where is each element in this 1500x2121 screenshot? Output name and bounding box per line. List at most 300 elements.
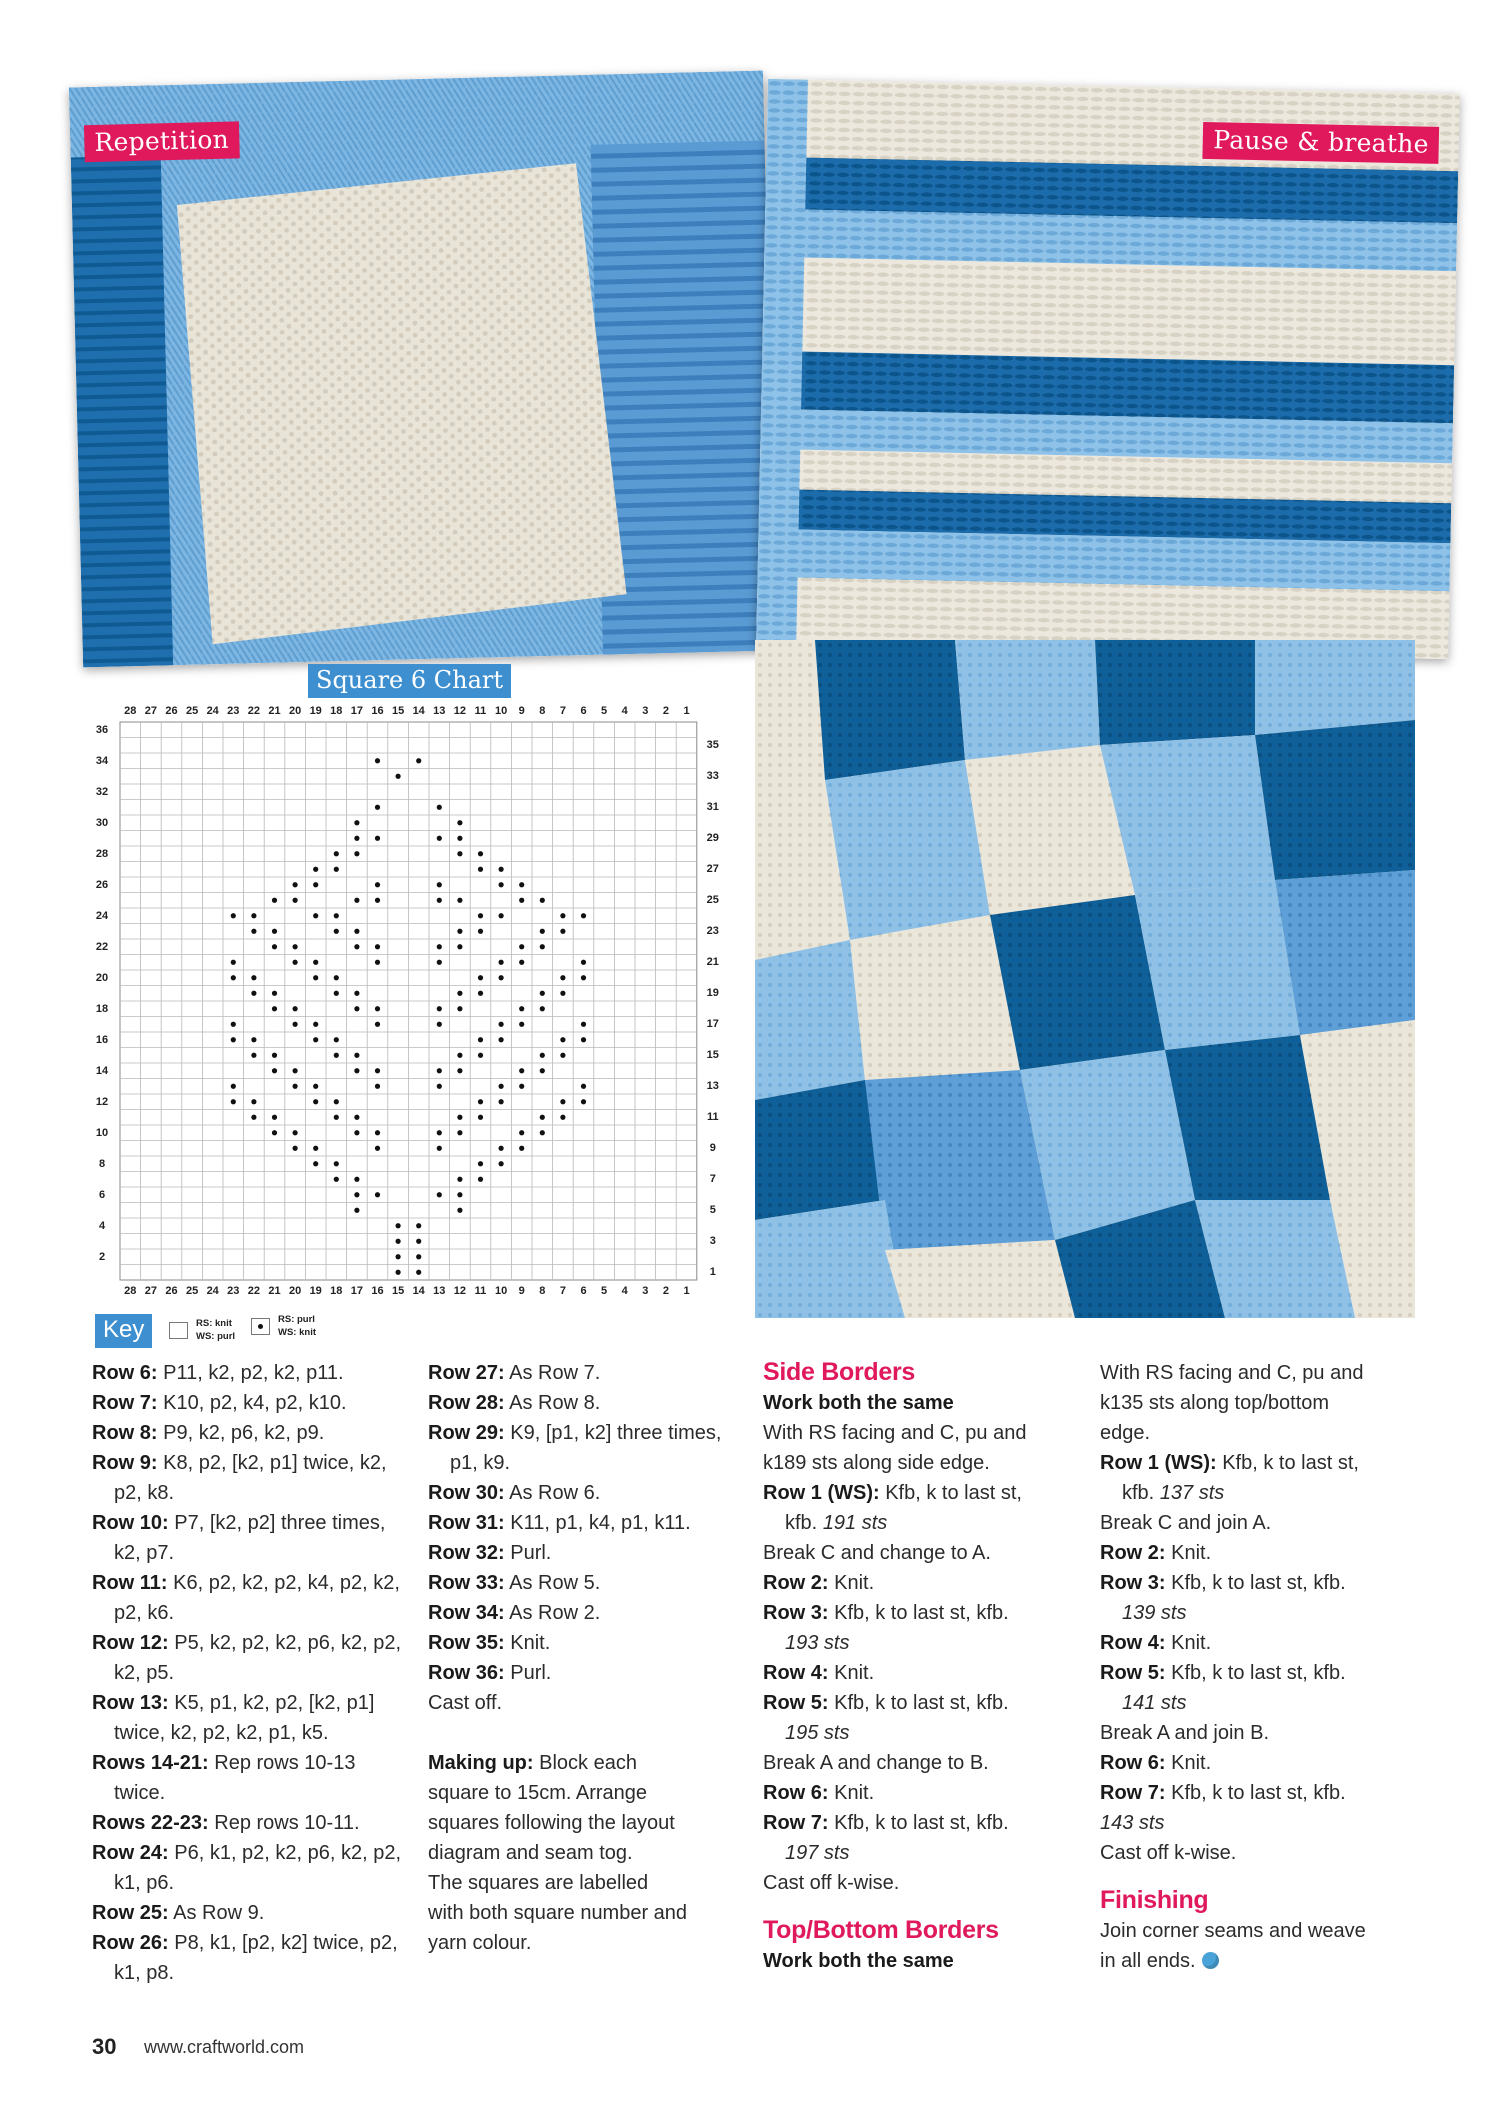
purl-stitch-dot	[457, 944, 462, 949]
key-purl-square	[251, 1318, 270, 1335]
chart-col-number: 19	[309, 1285, 322, 1297]
purl-stitch-dot	[437, 1068, 442, 1073]
side-break-a: Break A and change to B.	[763, 1752, 989, 1774]
top-borders-heading: Top/Bottom Borders	[763, 1916, 999, 1944]
side-borders-sub: Work both the same	[763, 1392, 954, 1414]
purl-stitch-dot	[293, 1068, 298, 1073]
purl-stitch-dot	[560, 1053, 565, 1058]
making-up-line2: square to 15cm. Arrange	[428, 1782, 648, 1804]
purl-stitch-dot	[375, 1130, 380, 1135]
purl-stitch-dot	[375, 944, 380, 949]
chart-row-number-left: 16	[95, 1033, 109, 1046]
chart-col-number: 3	[642, 1285, 649, 1297]
purl-stitch-dot	[457, 836, 462, 841]
top-intro2: k135 sts along top/bottom	[1100, 1392, 1330, 1414]
pattern-row	[428, 1658, 748, 1688]
purl-stitch-dot	[581, 960, 586, 965]
chart-col-number: 27	[144, 705, 158, 717]
chart-row-number-left: 2	[98, 1250, 106, 1263]
purl-stitch-dot	[293, 944, 298, 949]
purl-stitch-dot	[437, 1022, 442, 1027]
purl-stitch-dot	[437, 1130, 442, 1135]
side-row2-label: Row 2:	[763, 1572, 829, 1594]
pattern-rows-col1	[92, 1358, 410, 1988]
purl-stitch-dot	[499, 960, 504, 965]
pattern-row-label: Row 12:	[92, 1632, 169, 1654]
pattern-row-label: Row 11:	[92, 1572, 168, 1594]
top-row3-label: Row 3:	[1100, 1572, 1166, 1594]
purl-stitch-dot	[519, 882, 524, 887]
pattern-row-text: Purl.	[504, 1662, 552, 1684]
purl-stitch-dot	[334, 1161, 339, 1166]
key-label: Key	[95, 1314, 152, 1348]
pattern-row-text: K10, p2, k4, p2, k10.	[157, 1392, 347, 1414]
purl-stitch-dot	[354, 1006, 359, 1011]
purl-stitch-dot	[354, 1068, 359, 1073]
pattern-row-label: Row 32:	[428, 1542, 505, 1564]
chart-col-number: 4	[621, 705, 628, 717]
purl-stitch-dot	[519, 1006, 524, 1011]
top-row1-sts: 137 sts	[1159, 1482, 1225, 1504]
purl-stitch-dot	[396, 1239, 401, 1244]
photo-blanket	[755, 640, 1415, 1318]
tag-pause-breathe: Pause & breathe	[1203, 122, 1439, 164]
pattern-rows-col2	[428, 1358, 748, 1958]
pattern-row-label: Row 7:	[92, 1392, 158, 1414]
side-row1-text2: kfb.	[785, 1512, 818, 1534]
purl-stitch-dot	[396, 1223, 401, 1228]
chart-row-number-left: 30	[95, 816, 109, 829]
purl-stitch-dot	[519, 1068, 524, 1073]
chart-col-number: 10	[494, 705, 508, 717]
purl-stitch-dot	[375, 1084, 380, 1089]
side-intro1: With RS facing and C, pu and	[763, 1422, 1027, 1444]
making-up-line6: with both square number and	[428, 1902, 688, 1924]
purl-stitch-dot	[251, 1053, 256, 1058]
purl-stitch-dot	[251, 1037, 256, 1042]
pattern-row-label: Row 25:	[92, 1902, 169, 1924]
chart-col-number: 11	[474, 705, 487, 717]
purl-stitch-dot	[560, 1115, 565, 1120]
purl-stitch-dot	[354, 1177, 359, 1182]
chart-col-number: 1	[683, 1285, 690, 1297]
chart-row-number-right: 17	[706, 1018, 719, 1031]
purl-stitch-dot	[313, 867, 318, 872]
purl-stitch-dot	[354, 1192, 359, 1197]
purl-stitch-dot	[354, 1130, 359, 1135]
purl-stitch-dot	[457, 1192, 462, 1197]
chart-col-number: 18	[330, 1285, 343, 1297]
purl-stitch-dot	[437, 898, 442, 903]
chart-row-number-left: 34	[95, 754, 109, 767]
pattern-row-text: Purl.	[504, 1542, 552, 1564]
purl-stitch-dot	[457, 1208, 462, 1213]
chart-row-number-left: 8	[98, 1157, 106, 1170]
purl-stitch-dot	[581, 1037, 586, 1042]
chart-col-number: 27	[144, 1285, 158, 1297]
pattern-row	[92, 1838, 410, 1898]
purl-stitch-dot	[416, 1223, 421, 1228]
purl-stitch-dot	[478, 867, 483, 872]
pattern-row-label: Rows 22-23:	[92, 1812, 209, 1834]
purl-stitch-dot	[437, 944, 442, 949]
side-cast-off: Cast off k-wise.	[763, 1872, 900, 1894]
purl-stitch-dot	[251, 913, 256, 918]
pattern-row-text: P8, k1, [p2, k2] twice, p2, k1, p8.	[114, 1932, 398, 1984]
chart-col-number: 28	[124, 705, 137, 717]
purl-stitch-dot	[437, 1006, 442, 1011]
purl-stitch-dot	[457, 1115, 462, 1120]
chart-col-number: 26	[165, 705, 178, 717]
purl-stitch-dot	[231, 1099, 236, 1104]
pattern-row-label: Row 24:	[92, 1842, 169, 1864]
chart-row-number-left: 28	[95, 847, 109, 860]
pattern-row	[92, 1898, 410, 1928]
purl-stitch-dot	[354, 991, 359, 996]
side-row7-text: Kfb, k to last st, kfb.	[828, 1812, 1009, 1834]
purl-stitch-dot	[313, 1099, 318, 1104]
chart-col-number: 5	[601, 705, 608, 717]
pattern-row-text: Cast off.	[428, 1692, 503, 1714]
side-row6-label: Row 6:	[763, 1782, 829, 1804]
pattern-row	[92, 1358, 410, 1388]
photo-repetition	[69, 71, 777, 668]
purl-stitch-dot	[478, 851, 483, 856]
purl-stitch-dot	[499, 867, 504, 872]
purl-stitch-dot	[375, 1006, 380, 1011]
tag-repetition: Repetition	[84, 121, 240, 162]
purl-stitch-dot	[416, 1239, 421, 1244]
pattern-row	[92, 1628, 410, 1688]
pattern-row-text: K11, p1, k4, p1, k11.	[504, 1512, 691, 1534]
purl-stitch-dot	[334, 851, 339, 856]
pattern-row	[428, 1358, 748, 1388]
chart-col-number: 16	[371, 705, 384, 717]
purl-stitch-dot	[293, 1006, 298, 1011]
pattern-row-label: Row 8:	[92, 1422, 158, 1444]
purl-stitch-dot	[396, 1270, 401, 1275]
key-purl-dot	[258, 1324, 263, 1329]
pattern-row-text: P9, k2, p6, k2, p9.	[157, 1422, 325, 1444]
pattern-row-text: K9, [p1, k2] three times, p1, k9.	[450, 1422, 722, 1474]
purl-stitch-dot	[499, 1084, 504, 1089]
chart-col-number: 3	[642, 705, 649, 717]
purl-stitch-dot	[457, 820, 462, 825]
purl-stitch-dot	[396, 1254, 401, 1259]
purl-stitch-dot	[416, 1254, 421, 1259]
purl-stitch-dot	[354, 898, 359, 903]
pattern-row-label: Row 28:	[428, 1392, 505, 1414]
purl-stitch-dot	[313, 1146, 318, 1151]
purl-stitch-dot	[457, 851, 462, 856]
purl-stitch-dot	[313, 960, 318, 965]
chart-row-number-right: 7	[709, 1173, 716, 1186]
purl-stitch-dot	[354, 1115, 359, 1120]
purl-stitch-dot	[231, 1022, 236, 1027]
purl-stitch-dot	[293, 1146, 298, 1151]
chart-row-number-left: 26	[95, 878, 109, 891]
chart-col-number: 22	[247, 1285, 261, 1297]
pattern-row-text: K5, p1, k2, p2, [k2, p1] twice, k2, p2, k2, p1, k5.	[114, 1692, 375, 1744]
pattern-row-text: As Row 5.	[504, 1572, 601, 1594]
chart-row-number-right: 3	[709, 1235, 716, 1248]
purl-stitch-dot	[313, 1161, 318, 1166]
purl-stitch-dot	[251, 1099, 256, 1104]
purl-stitch-dot	[519, 944, 524, 949]
key-purl-rs: RS: purl	[278, 1314, 315, 1325]
pattern-row-label: Row 6:	[92, 1362, 158, 1384]
top-break-a: Break A and join B.	[1100, 1722, 1270, 1744]
purl-stitch-dot	[437, 960, 442, 965]
purl-stitch-dot	[499, 1161, 504, 1166]
chart-col-number: 12	[453, 705, 467, 717]
chart-row-number-left: 4	[98, 1219, 106, 1232]
pattern-row-label: Row 30:	[428, 1482, 505, 1504]
purl-stitch-dot	[478, 1037, 483, 1042]
purl-stitch-dot	[499, 913, 504, 918]
purl-stitch-dot	[231, 1037, 236, 1042]
chart-col-number: 14	[412, 1285, 425, 1297]
purl-stitch-dot	[272, 929, 277, 934]
top-intro1: With RS facing and C, pu and	[1100, 1362, 1364, 1384]
pattern-row-text: P11, k2, p2, k2, p11.	[157, 1362, 344, 1384]
purl-stitch-dot	[396, 774, 401, 779]
purl-stitch-dot	[478, 1053, 483, 1058]
pattern-row-text: As Row 9.	[168, 1902, 265, 1924]
purl-stitch-dot	[272, 1130, 277, 1135]
purl-stitch-dot	[313, 1084, 318, 1089]
purl-stitch-dot	[581, 975, 586, 980]
purl-stitch-dot	[272, 944, 277, 949]
pattern-row-text: P7, [k2, p2] three times, k2, p7.	[114, 1512, 386, 1564]
side-intro2: k189 sts along side edge.	[763, 1452, 990, 1474]
pattern-row-text: As Row 2.	[504, 1602, 601, 1624]
purl-stitch-dot	[457, 1068, 462, 1073]
top-row3-sts: 139 sts	[1122, 1602, 1187, 1624]
chart-row-number-right: 31	[706, 801, 719, 814]
pattern-row	[92, 1508, 410, 1568]
purl-stitch-dot	[334, 1037, 339, 1042]
pattern-row-text: Knit.	[504, 1632, 551, 1654]
side-row5-sts: 195 sts	[785, 1722, 850, 1744]
photo-pause-breathe	[756, 79, 1460, 659]
pattern-row	[428, 1388, 748, 1418]
purl-stitch-dot	[540, 944, 545, 949]
chart-col-number: 19	[309, 705, 322, 717]
chart-row-number-right: 5	[709, 1204, 716, 1217]
chart-row-number-right: 1	[709, 1266, 716, 1279]
chart-col-number: 13	[433, 1285, 446, 1297]
chart-row-number-right: 27	[706, 863, 719, 876]
key-purl-ws: WS: knit	[278, 1327, 316, 1338]
top-borders-sub: Work both the same	[763, 1950, 954, 1972]
side-row4-label: Row 4:	[763, 1662, 829, 1684]
chart-col-number: 10	[494, 1285, 508, 1297]
purl-stitch-dot	[540, 1006, 545, 1011]
purl-stitch-dot	[540, 1068, 545, 1073]
top-break-c: Break C and join A.	[1100, 1512, 1272, 1534]
purl-stitch-dot	[581, 913, 586, 918]
chart-col-number: 6	[580, 705, 587, 717]
top-row5-label: Row 5:	[1100, 1662, 1166, 1684]
purl-stitch-dot	[375, 805, 380, 810]
purl-stitch-dot	[272, 1068, 277, 1073]
chart-row-number-left: 20	[95, 971, 109, 984]
top-row4-text: Knit.	[1165, 1632, 1212, 1654]
key-knit-square	[169, 1322, 188, 1339]
chart-title: Square 6 Chart	[308, 664, 511, 698]
purl-stitch-dot	[499, 882, 504, 887]
purl-stitch-dot	[375, 1146, 380, 1151]
purl-stitch-dot	[478, 1115, 483, 1120]
knit-photo-blanket	[755, 640, 1415, 1318]
purl-stitch-dot	[560, 929, 565, 934]
pattern-row-text: As Row 6.	[504, 1482, 601, 1504]
purl-stitch-dot	[231, 1084, 236, 1089]
purl-stitch-dot	[251, 975, 256, 980]
purl-stitch-dot	[437, 1192, 442, 1197]
side-row3-label: Row 3:	[763, 1602, 829, 1624]
top-row1-label: Row 1 (WS):	[1100, 1452, 1217, 1474]
pattern-row	[92, 1808, 410, 1838]
purl-stitch-dot	[272, 898, 277, 903]
purl-stitch-dot	[354, 1208, 359, 1213]
chart-col-number: 4	[621, 1285, 628, 1297]
purl-stitch-dot	[334, 913, 339, 918]
pattern-row-label: Row 26:	[92, 1932, 169, 1954]
top-row7-sts: 143 sts	[1100, 1812, 1165, 1834]
chart-col-number: 14	[412, 705, 425, 717]
purl-stitch-dot	[293, 898, 298, 903]
making-up-line7: yarn colour.	[428, 1932, 532, 1954]
side-row4-text: Knit.	[828, 1662, 875, 1684]
pattern-row-label: Row 10:	[92, 1512, 169, 1534]
chart-col-number: 11	[474, 1285, 487, 1297]
chart-background	[120, 722, 697, 1280]
chart-row-number-right: 25	[706, 894, 719, 907]
purl-stitch-dot	[581, 1084, 586, 1089]
purl-stitch-dot	[293, 1022, 298, 1027]
purl-stitch-dot	[478, 1099, 483, 1104]
chart-col-number: 17	[350, 1285, 364, 1297]
purl-stitch-dot	[519, 1130, 524, 1135]
pattern-row-label: Row 36:	[428, 1662, 505, 1684]
purl-stitch-dot	[272, 1115, 277, 1120]
top-cast-off: Cast off k-wise.	[1100, 1842, 1237, 1864]
top-row7-label: Row 7:	[1100, 1782, 1166, 1804]
purl-stitch-dot	[560, 1037, 565, 1042]
chart-col-number: 20	[288, 1285, 302, 1297]
purl-stitch-dot	[478, 913, 483, 918]
purl-stitch-dot	[540, 1053, 545, 1058]
side-row1-sts: 191 sts	[822, 1512, 888, 1534]
purl-stitch-dot	[519, 1146, 524, 1151]
purl-stitch-dot	[375, 898, 380, 903]
top-row1-text: Kfb, k to last st,	[1216, 1452, 1359, 1474]
pattern-row	[92, 1928, 410, 1988]
chart-col-number: 2	[662, 705, 669, 717]
purl-stitch-dot	[560, 991, 565, 996]
chart-row-number-right: 11	[706, 1111, 719, 1124]
purl-stitch-dot	[231, 960, 236, 965]
purl-stitch-dot	[334, 1177, 339, 1182]
chart-col-number: 17	[350, 705, 364, 717]
pattern-row-text: K8, p2, [k2, p1] twice, k2, p2, k8.	[114, 1452, 387, 1504]
pattern-row-label: Row 34:	[428, 1602, 505, 1624]
pattern-row-text: P6, k1, p2, k2, p6, k2, p2, k1, p6.	[114, 1842, 402, 1894]
purl-stitch-dot	[519, 898, 524, 903]
purl-stitch-dot	[375, 758, 380, 763]
purl-stitch-dot	[499, 1099, 504, 1104]
side-borders-heading: Side Borders	[763, 1358, 916, 1386]
pattern-row	[428, 1688, 748, 1718]
page-number: 30	[92, 2034, 117, 2059]
purl-stitch-dot	[313, 1037, 318, 1042]
purl-stitch-dot	[293, 1084, 298, 1089]
purl-stitch-dot	[375, 960, 380, 965]
chart-col-number: 21	[268, 705, 281, 717]
top-row6-text: Knit.	[1165, 1752, 1212, 1774]
purl-stitch-dot	[293, 960, 298, 965]
chart-col-number: 8	[539, 1285, 546, 1297]
purl-stitch-dot	[560, 1099, 565, 1104]
purl-stitch-dot	[334, 1053, 339, 1058]
purl-stitch-dot	[293, 1130, 298, 1135]
pattern-row-text: As Row 7.	[504, 1362, 601, 1384]
side-row3-text: Kfb, k to last st, kfb.	[828, 1602, 1009, 1624]
side-row1-text: Kfb, k to last st,	[879, 1482, 1022, 1504]
top-row2-text: Knit.	[1165, 1542, 1212, 1564]
chart-row-number-right: 9	[709, 1142, 716, 1155]
chart-row-number-right: 15	[706, 1049, 719, 1062]
side-borders-col	[763, 1356, 1093, 1976]
purl-stitch-dot	[231, 975, 236, 980]
chart-col-number: 9	[518, 1285, 525, 1297]
chart-row-number-left: 6	[98, 1188, 106, 1201]
side-row7-sts: 197 sts	[785, 1842, 850, 1864]
chart-col-number: 20	[288, 705, 302, 717]
pattern-row-label: Row 13:	[92, 1692, 169, 1714]
purl-stitch-dot	[499, 1146, 504, 1151]
chart-col-number: 21	[268, 1285, 281, 1297]
purl-stitch-dot	[540, 991, 545, 996]
side-row5-text: Kfb, k to last st, kfb.	[828, 1692, 1009, 1714]
pattern-row	[428, 1418, 748, 1478]
purl-stitch-dot	[437, 882, 442, 887]
chart-col-number: 28	[124, 1285, 137, 1297]
chart-col-number: 25	[185, 705, 199, 717]
purl-stitch-dot	[457, 898, 462, 903]
pattern-row-label: Row 29:	[428, 1422, 505, 1444]
making-up-line4: diagram and seam tog.	[428, 1842, 633, 1864]
purl-stitch-dot	[375, 882, 380, 887]
key-purl-label	[278, 1313, 316, 1339]
side-row7-label: Row 7:	[763, 1812, 829, 1834]
purl-stitch-dot	[457, 1177, 462, 1182]
chart-row-number-right: 13	[706, 1080, 719, 1093]
chart-col-number: 1	[683, 705, 690, 717]
purl-stitch-dot	[540, 1115, 545, 1120]
pattern-row	[428, 1508, 748, 1538]
purl-stitch-dot	[478, 991, 483, 996]
chart-row-number-left: 32	[95, 785, 109, 798]
chart-col-number: 18	[330, 705, 343, 717]
pattern-row	[428, 1598, 748, 1628]
chart-row-number-left: 14	[95, 1064, 109, 1077]
chart-row-number-left: 24	[95, 909, 109, 922]
purl-stitch-dot	[540, 1130, 545, 1135]
yarn-ball-icon	[1202, 1952, 1219, 1969]
